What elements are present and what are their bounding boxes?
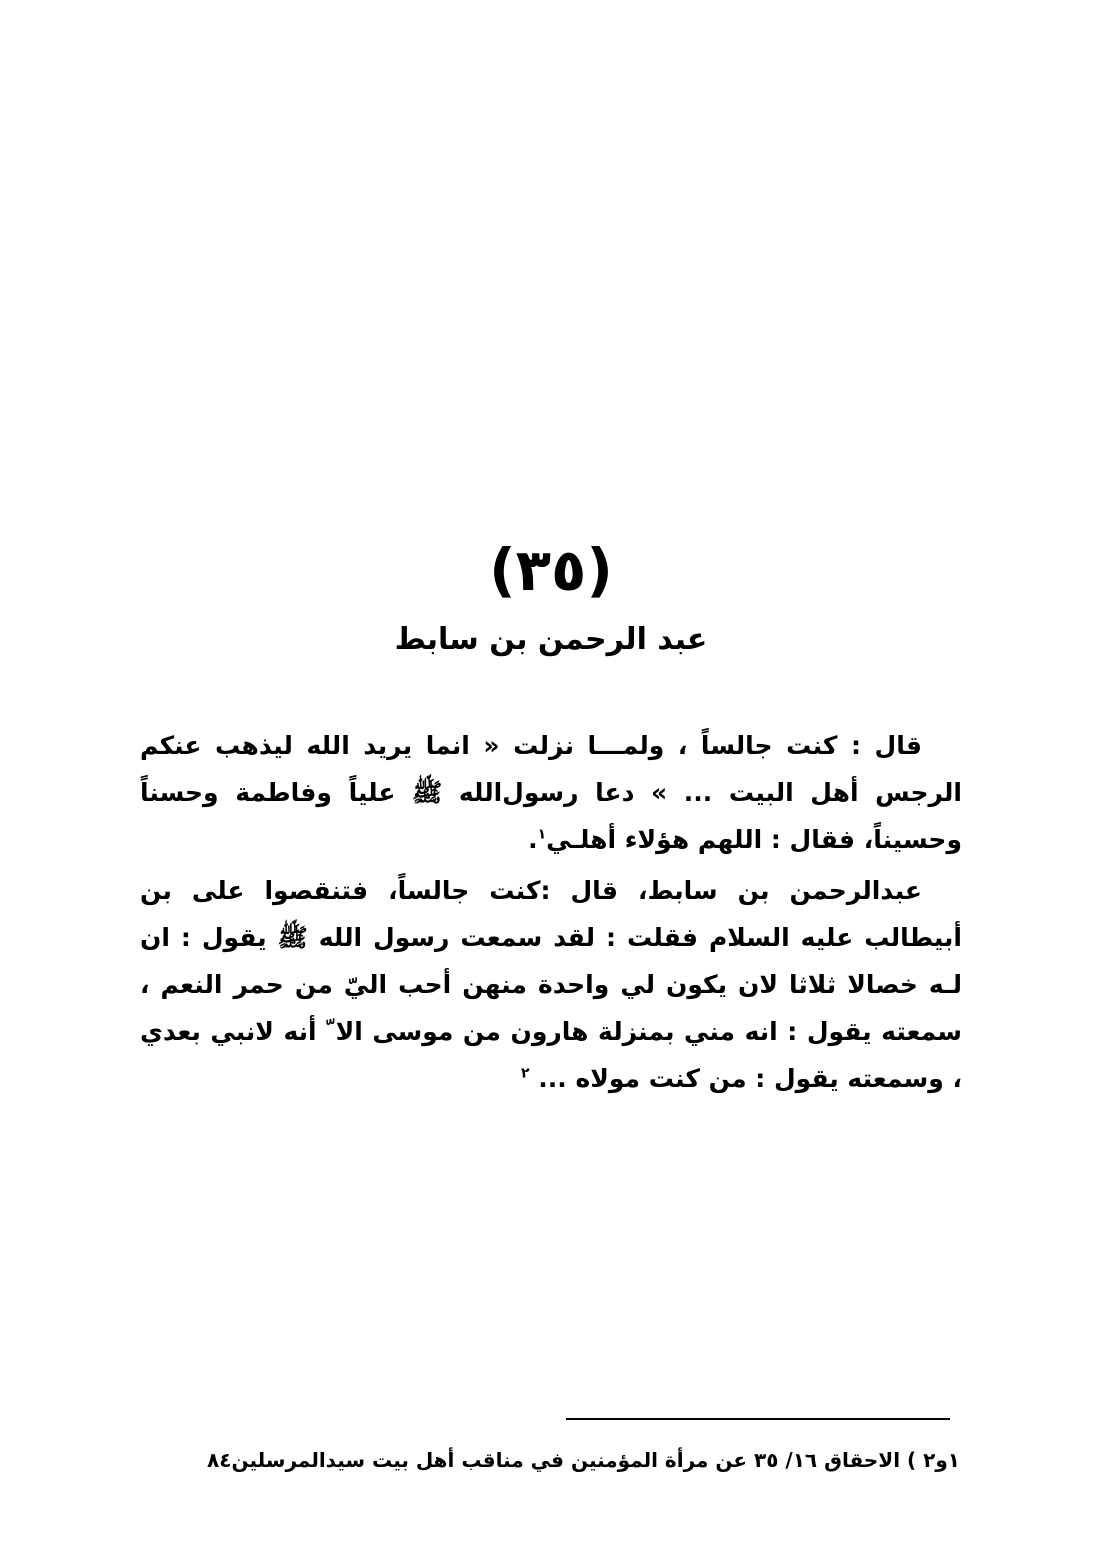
paragraph-1-tail: .: [528, 825, 538, 854]
footnote-ref-1: ١: [537, 826, 547, 843]
paragraph-1-text: قال : كنت جالساً ، ولمـــا نزلت « انما يريد الله ليذهب عنكم الرجس أهل البيت ... » دعا رسول‌الله ﷺ علياً وفاطمة وحسناً وحسيناً، فقال : اللهم هؤلاء أهلـي: [140, 731, 962, 854]
paragraph-1: [140, 722, 962, 863]
footnote-text: ١و٢ ) الاحقاق ١٦/ ٣٥ عن مرأة المؤمنين في مناقب أهل بيت سيدالمرسلين٨٤: [207, 1448, 960, 1472]
footnote-ref-2: ٢: [521, 1065, 530, 1082]
paragraph-2-text: عبدالرحمن بن سابط، قال :كنت جالساً، فتنقصوا على بن أبيطالب عليه السلام فقلت : لقد سمعت رسول الله ﷺ يقول : ان لـه خصالا ثلاثا لان يكون لي واحدة منهن أحب اليّ من حمر النعم ، سمعته يقول : انه مني بمنزلة هارون من موسى الا ّ أنه لانبي بعدي ، وسمعته يقول : من كنت مولاه ...: [140, 876, 962, 1093]
chapter-number: (٣٥): [489, 536, 613, 604]
body-text: [140, 722, 962, 1106]
paragraph-2: [140, 867, 962, 1102]
chapter-title: عبد الرحمن بن سابط: [394, 622, 708, 657]
footnote-divider: [566, 1418, 950, 1420]
